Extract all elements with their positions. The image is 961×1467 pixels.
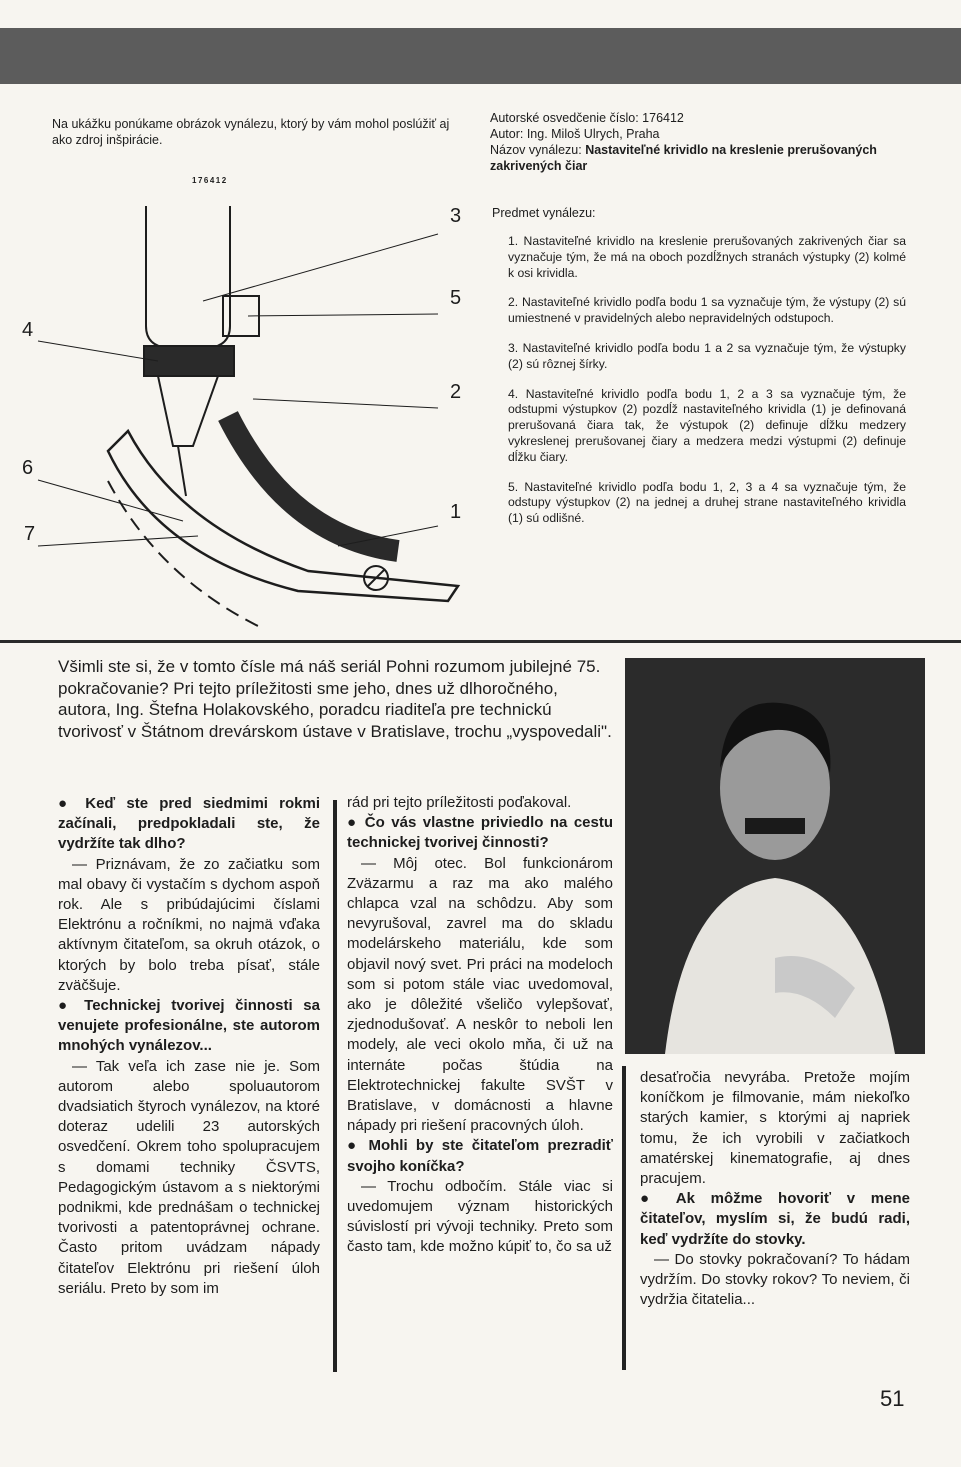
invention-name-title: Nastaviteľné krividlo na kreslenie prerušovaných zakrivených čiar <box>490 143 877 173</box>
invention-drawing <box>18 196 488 636</box>
header-band <box>0 28 961 84</box>
claims-list <box>508 234 906 541</box>
subject-heading: Predmet vynálezu: <box>492 206 596 220</box>
label-3: 3 <box>450 205 462 227</box>
patent-number-small: 176412 <box>192 176 228 185</box>
question: ● Keď ste pred siedmimi rokmi začínali, predpokladali ste, že vydržíte tak dlho? <box>58 795 320 853</box>
label-7: 7 <box>24 523 36 545</box>
claim-item: 3. Nastaviteľné krividlo podľa bodu 1 a 2 sa vyznačuje tým, že výstupky (2) sú rôznej šírky. <box>508 340 906 371</box>
answer: — Môj otec. Bol funkcionárom Zväzarmu a raz ma ako malého chlapca vzal na schôdzu. Aby som nevyrušoval, zavrel ma do skladu modelárskeho materiálu, kde som objavil nový svet. Pri práci na modeloch som si potom stále viac uvedomoval, ako je dôležité všeličo vylepšovať, zjednodušovať. A neskôr to neboli len modely, ale veci okolo mňa, či už na internáte počas štúdia na Elektrotechnickej fakulte SVŠT v Bratislave, v domácnosti a hlavne nápady pri riešení pracovných úloh. <box>347 854 613 1135</box>
author-photo <box>625 658 925 1054</box>
answer: — Trochu odbočím. Stále viac si uvedomujem význam historických súvislostí pri vývoji techniky. Preto som často tam, kde možno kúpiť to, čo sa už <box>347 1177 613 1256</box>
page-number: 51 <box>880 1386 905 1411</box>
question: ● Mohli by ste čitateľom prezradiť svojho koníčka? <box>347 1137 613 1175</box>
label-5: 5 <box>450 287 462 309</box>
figure-caption: Na ukážku ponúkame obrázok vynálezu, ktorý by vám mohol poslúžiť aj ako zdroj inšpirácie. <box>52 117 450 147</box>
certificate-line: Autorské osvedčenie číslo: 176412 <box>490 111 684 125</box>
label-2: 2 <box>450 381 462 403</box>
interview-column-3 <box>640 1068 910 1310</box>
column-rule <box>333 800 337 1372</box>
answer: — Do stovky pokračovaní? To hádam vydržím. Do stovky rokov? To neviem, či vydržia čitatelia... <box>640 1250 910 1309</box>
answer-continued: rád pri tejto príležitosti poďakoval. <box>347 794 572 811</box>
author-line: Autor: Ing. Miloš Ulrych, Praha <box>490 127 660 141</box>
section-divider <box>0 640 961 643</box>
claim-item: 4. Nastaviteľné krividlo podľa bodu 1, 2 a 3 sa vyznačuje tým, že odstupmi výstupkov (2) pozdĺž nastaviteľného krividla (1) je definovaná prerušovaná čiara tak, že výstupok (2) definuje dĺžku medzery vykreslenej prerušovanej čiary a medzera medzi výstupmi (2) definuje dĺžku čiary. <box>508 386 906 464</box>
claim-item: 1. Nastaviteľné krividlo na kreslenie prerušovaných zakrivených čiar sa vyznačuje tým, že má na oboch pozdĺžnych stranách výstupky (2) kolmé k osi krividla. <box>508 234 906 280</box>
interview-column-1 <box>58 794 320 1299</box>
label-1: 1 <box>450 501 462 523</box>
label-4: 4 <box>22 319 34 341</box>
column-rule <box>622 1066 626 1370</box>
claim-item: 2. Nastaviteľné krividlo podľa bodu 1 sa vyznačuje tým, že výstupy (2) sú umiestnené v pravidelných alebo nepravidelných odstupoch. <box>508 295 906 326</box>
answer: — Priznávam, že zo začiatku som mal obavy či vystačím s dychom aspoň rok. Ale s pribúdajúcimi číslami Elektrónu a ročníkmi, no najmä vďaka aktívnym čitateľom, sa okruh otázok, o ktorých by bolo treba písať, stále zväčšuje. <box>58 855 320 994</box>
answer-continued: desaťročia nevyrába. Pretože mojím koníčkom je filmovanie, mám niekoľko starých kamier, s ktorými aj napriek tomu, že ich vyrobili v začiatkoch amatérskej kinematografie, aj dnes pracujem. <box>640 1069 910 1188</box>
question: ● Ak môžme hovoriť v mene čitateľov, myslím si, že budú radi, keď vydržíte do stovky. <box>640 1190 910 1248</box>
interview-column-2 <box>347 793 613 1258</box>
invention-name-prefix: Názov vynálezu: <box>490 143 586 157</box>
invention-name <box>490 142 910 174</box>
answer: — Tak veľa ich zase nie je. Som autorom alebo spoluautorom dvadsiatich štyroch vynálezov, na ktoré doteraz udelili 23 autorských osvedčení. Okrem toho spolupracujem s domami techniky ČSVTS, Pedagogickým ústavom a s niektorými podnikmi, kde prednášam o technickej tvorivosti a patentoprávnej ochrane. Často pritom uvádzam nápady čitateľov Elektrónu pri riešení úloh seriálu. Preto by som im <box>58 1057 320 1297</box>
interview-intro: Všimli ste si, že v tomto čísle má náš seriál Pohni rozumom jubilejné 75. pokračovanie? Pri tejto príležitosti sme jeho, dnes už dlhoročného, autora, Ing. Štefna Holakovského, poradcu riaditeľa pre technickú tvorivosť v Štátnom drevárskom ústave v Bratislave, trochu „vyspovedali". <box>58 657 612 741</box>
claim-item: 5. Nastaviteľné krividlo podľa bodu 1, 2, 3 a 4 sa vyznačuje tým, že odstupy výstupkov (2) na jednej a druhej strane nastaviteľného krividla (1) sú odlišné. <box>508 479 906 526</box>
label-6: 6 <box>22 457 34 479</box>
question: ● Čo vás vlastne priviedlo na cestu technickej tvorivej činnosti? <box>347 814 613 852</box>
question: ● Technickej tvorivej činnosti sa venujete profesionálne, ste autorom mnohých vynálezov... <box>58 997 320 1055</box>
patent-header <box>490 110 910 174</box>
